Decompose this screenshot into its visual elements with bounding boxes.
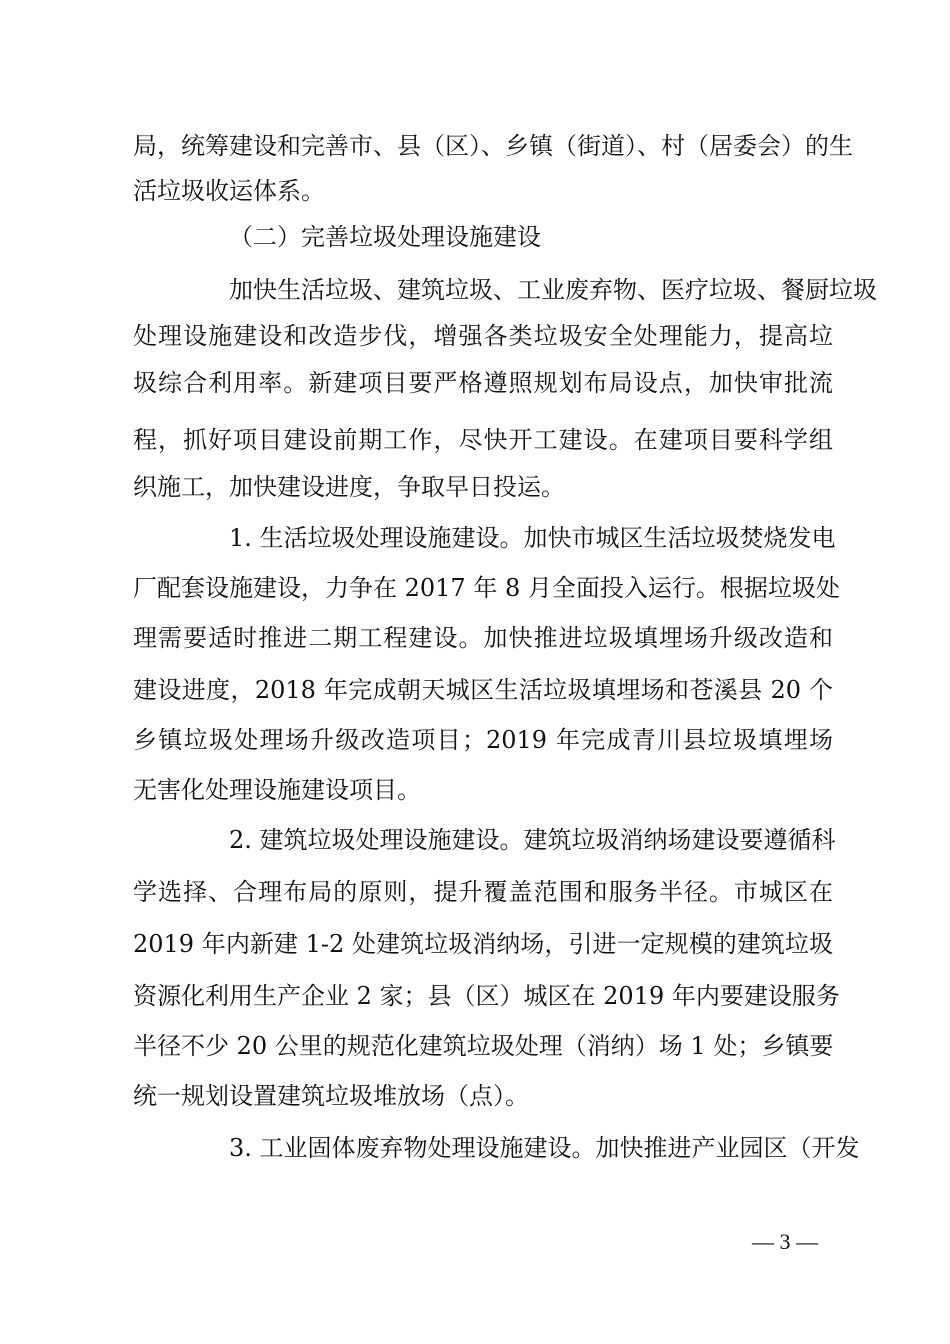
text-line: 局，统筹建设和完善市、县（区）、乡镇（街道）、村（居委会）的生 [133,132,853,160]
text-line: 处理设施建设和改造步伐，增强各类垃圾安全处理能力，提高垃 [133,322,833,350]
text-line: 程，抓好项目建设前期工作，尽快开工建设。在建项目要科学组 [133,426,833,454]
text-line: 学选择、合理布局的原则，提升覆盖范围和服务半径。市城区在 [133,878,833,906]
page-number: — 3 — [752,1229,818,1254]
text-line: 1. 生活垃圾处理设施建设。加快市城区生活垃圾焚烧发电 [229,524,836,552]
text-line: 2019 年内新建 1-2 处建筑垃圾消纳场，引进一定规模的建筑垃圾 [133,930,833,958]
text-line: 无害化处理设施建设项目。 [133,776,421,804]
text-line: （二）完善垃圾处理设施建设 [229,223,541,251]
text-line: 织施工，加快建设进度，争取早日投运。 [133,473,565,501]
text-line: 乡镇垃圾处理场升级改造项目；2019 年完成青川县垃圾填埋场 [133,726,833,754]
text-line: 统一规划设置建筑垃圾堆放场（点）。 [133,1082,529,1110]
text-line: 半径不少 20 公里的规范化建筑垃圾处理（消纳）场 1 处；乡镇要 [133,1032,834,1060]
text-line: 2. 建筑垃圾处理设施建设。建筑垃圾消纳场建设要遵循科 [229,826,836,854]
text-line: 活垃圾收运体系。 [133,177,325,205]
text-line: 加快生活垃圾、建筑垃圾、工业废弃物、医疗垃圾、餐厨垃圾 [229,276,877,304]
text-line: 资源化利用生产企业 2 家；县（区）城区在 2019 年内要建设服务 [133,982,840,1010]
text-line: 圾综合利用率。新建项目要严格遵照规划布局设点，加快审批流 [133,369,833,397]
text-line: 理需要适时推进二期工程建设。加快推进垃圾填埋场升级改造和 [133,624,833,652]
text-line: 厂配套设施建设，力争在 2017 年 8 月全面投入运行。根据垃圾处 [133,574,840,602]
text-line: 3. 工业固体废弃物处理设施建设。加快推进产业园区（开发 [229,1134,860,1162]
text-line: 建设进度，2018 年完成朝天城区生活垃圾填埋场和苍溪县 20 个 [133,676,833,704]
